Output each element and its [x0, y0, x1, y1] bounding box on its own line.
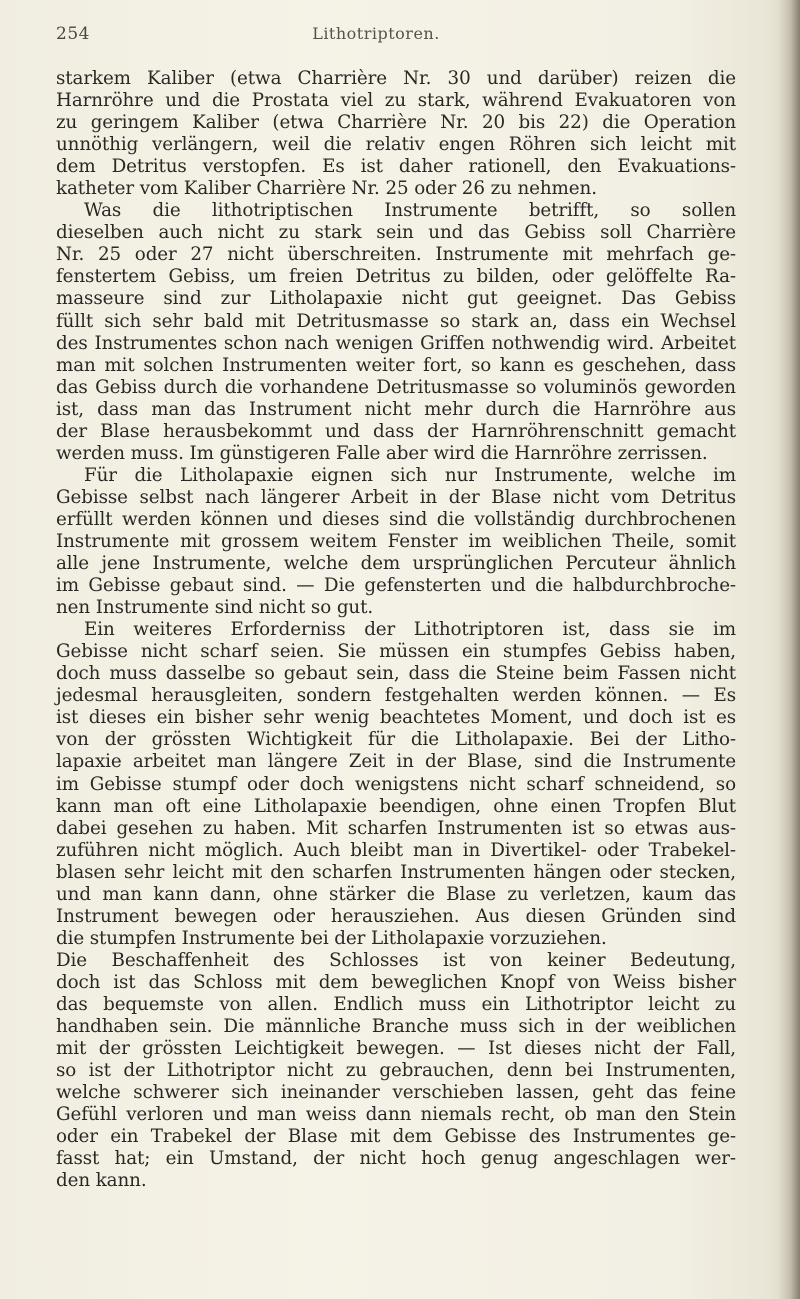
text-line: im Gebisse gebaut sind. — Die gefensterten und die halbdurchbroche-	[56, 575, 736, 597]
text-line: Instrument bewegen oder herausziehen. Aus diesen Gründen sind	[56, 905, 736, 927]
text-line: werden muss. Im günstigeren Falle aber wird die Harnröhre zerrissen.	[56, 442, 708, 464]
text-line: alle jene Instrumente, welche dem ursprünglichen Percuteur ähnlich	[56, 553, 736, 575]
text-line: das Gebiss durch die vorhandene Detritusmasse so voluminös geworden	[56, 376, 736, 398]
text-line: Gebisse nicht scharf seien. Sie müssen ein stumpfes Gebiss haben,	[56, 641, 736, 663]
text-line: den kann.	[56, 1170, 147, 1192]
text-line: des Instrumentes schon nach wenigen Griffen nothwendig wird. Arbeitet	[56, 332, 736, 354]
page-number: 254	[56, 24, 90, 44]
text-line: Ein weiteres Erforderniss der Lithotriptoren ist, dass sie im	[84, 619, 736, 641]
text-line: kann man oft eine Litholapaxie beendigen, ohne einen Tropfen Blut	[56, 795, 736, 817]
page-edge-shadow	[778, 0, 800, 1299]
text-line: dieselben auch nicht zu stark sein und das Gebiss soll Charrière	[56, 222, 736, 244]
text-line: jedesmal herausgleiten, sondern festgehalten werden können. — Es	[56, 685, 736, 707]
text-line: man mit solchen Instrumenten weiter fort, so kann es geschehen, dass	[56, 354, 736, 376]
text-line: mit der grössten Leichtigkeit bewegen. — Ist dieses nicht der Fall,	[56, 1038, 736, 1060]
text-line: fasst hat; ein Umstand, der nicht hoch genug angeschlagen wer-	[56, 1148, 736, 1170]
text-line: unnöthig verlängern, weil die relativ engen Röhren sich leicht mit	[56, 134, 736, 156]
text-line: doch muss dasselbe so gebaut sein, dass die Steine beim Fassen nicht	[56, 663, 736, 685]
text-line: Gebisse selbst nach längerer Arbeit in der Blase nicht vom Detritus	[56, 486, 736, 508]
text-line: oder ein Trabekel der Blase mit dem Gebisse des Instrumentes ge-	[56, 1126, 736, 1148]
text-line: Harnröhre und die Prostata viel zu stark, während Evakuatoren von	[56, 90, 736, 112]
text-line: die stumpfen Instrumente bei der Litholapaxie vorzuziehen.	[56, 927, 607, 949]
text-line: erfüllt werden können und dieses sind die vollständig durchbrochenen	[56, 508, 736, 530]
text-line: dem Detritus verstopfen. Es ist daher rationell, den Evakuations-	[56, 156, 736, 178]
text-line: ist, dass man das Instrument nicht mehr durch die Harnröhre aus	[56, 398, 736, 420]
running-header	[56, 24, 736, 48]
text-line: Die Beschaffenheit des Schlosses ist von keiner Bedeutung,	[56, 949, 736, 971]
text-line: füllt sich sehr bald mit Detritusmasse so stark an, dass ein Wechsel	[56, 310, 736, 332]
text-line: der Blase herausbekommt und dass der Harnröhrenschnitt gemacht	[56, 420, 736, 442]
running-title: Lithotriptoren.	[312, 24, 440, 43]
text-line: doch ist das Schloss mit dem beweglichen Knopf von Weiss bisher	[56, 971, 736, 993]
text-line: nen Instrumente sind nicht so gut.	[56, 597, 374, 619]
text-line: Gefühl verloren und man weiss dann niemals recht, ob man den Stein	[56, 1104, 736, 1126]
text-line: zu geringem Kaliber (etwa Charrière Nr. 20 bis 22) die Operation	[56, 112, 736, 134]
text-line: starkem Kaliber (etwa Charrière Nr. 30 und darüber) reizen die	[56, 68, 736, 89]
text-line: handhaben sein. Die männliche Branche muss sich in der weiblichen	[56, 1016, 736, 1038]
text-line: von der grössten Wichtigkeit für die Litholapaxie. Bei der Litho-	[56, 729, 736, 751]
text-line: katheter vom Kaliber Charrière Nr. 25 oder 26 zu nehmen.	[56, 178, 597, 200]
text-line: im Gebisse stumpf oder doch wenigstens nicht scharf schneidend, so	[56, 773, 736, 795]
text-line: fenstertem Gebiss, um freien Detritus zu bilden, oder gelöffelte Ra-	[56, 266, 736, 288]
text-line: zuführen nicht möglich. Auch bleibt man in Divertikel- oder Trabekel-	[56, 839, 736, 861]
text-line: welche schwerer sich ineinander verschieben lassen, geht das feine	[56, 1082, 736, 1104]
text-line: Was die lithotriptischen Instrumente betrifft, so sollen	[84, 200, 736, 222]
text-line: Instrumente mit grossem weitem Fenster im weiblichen Theile, somit	[56, 530, 736, 552]
text-line: ist dieses ein bisher sehr wenig beachtetes Moment, und doch ist es	[56, 707, 736, 729]
text-line: und man kann dann, ohne stärker die Blase zu verletzen, kaum das	[56, 883, 736, 905]
text-line: masseure sind zur Litholapaxie nicht gut geeignet. Das Gebiss	[56, 288, 736, 310]
text-line: das bequemste von allen. Endlich muss ein Lithotriptor leicht zu	[56, 993, 736, 1015]
text-line: Nr. 25 oder 27 nicht überschreiten. Instrumente mit mehrfach ge-	[56, 244, 736, 266]
text-line: blasen sehr leicht mit den scharfen Instrumenten hängen oder stecken,	[56, 861, 736, 883]
text-line: dabei gesehen zu haben. Mit scharfen Instrumenten ist so etwas aus-	[56, 817, 736, 839]
text-line: so ist der Lithotriptor nicht zu gebrauchen, denn bei Instrumenten,	[56, 1060, 736, 1082]
body-text	[56, 68, 736, 1192]
text-line: Für die Litholapaxie eignen sich nur Instrumente, welche im	[84, 464, 736, 486]
text-line: lapaxie arbeitet man längere Zeit in der Blase, sind die Instrumente	[56, 751, 736, 773]
